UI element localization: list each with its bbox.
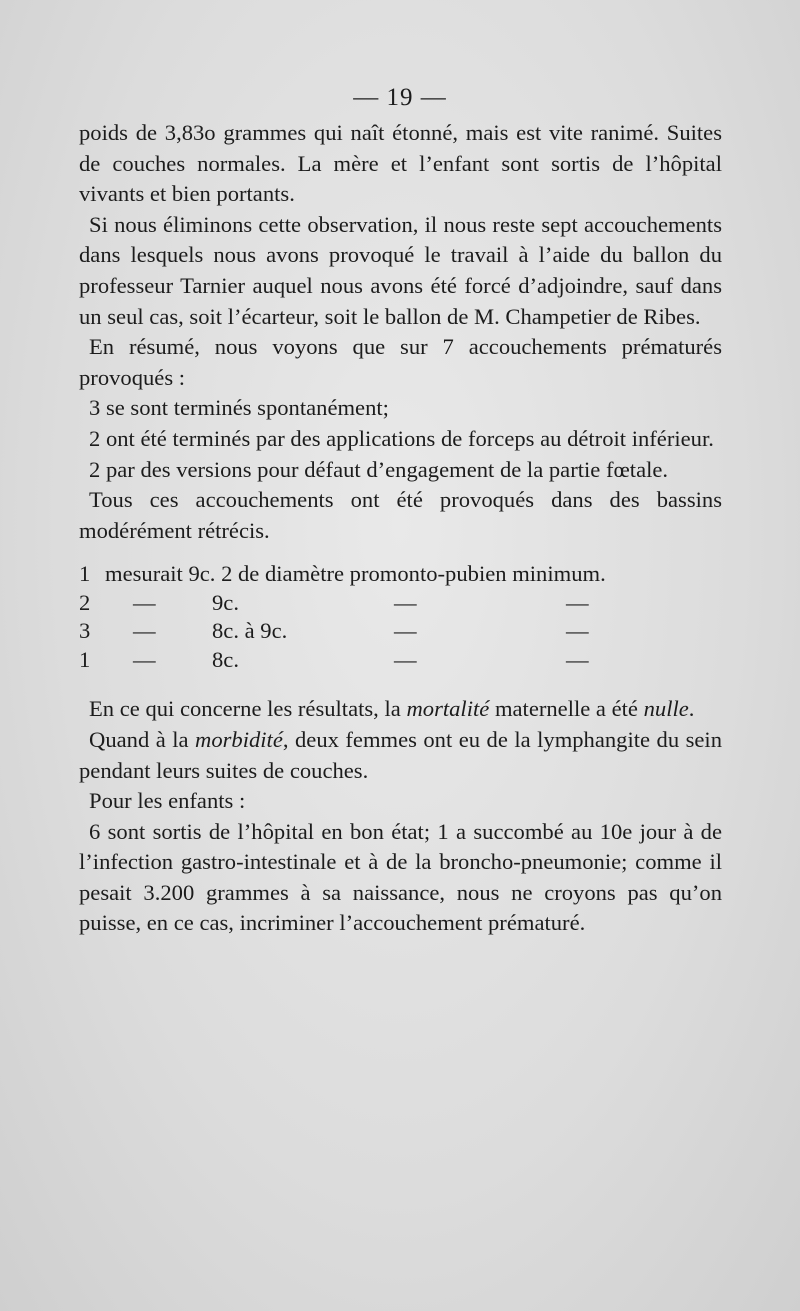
paragraph: 6 sont sortis de l’hôpital en bon état; 1 a succombé au 10e jour à de l’infection gastro-intestinale et à de la broncho-pneumonie; comme il pesait 3.200 grammes à sa naissance, nous ne croyons pas qu’on puisse, en ce cas, incriminer l’accouchement prématuré. [79, 818, 722, 936]
measure-dash: — [133, 618, 156, 644]
paragraph: 2 par des versions pour défaut d’engagement de la partie fœtale. [89, 456, 669, 482]
measure-value: 8c. à 9c. [212, 618, 288, 644]
measure-count: 2 [79, 589, 91, 615]
measure-dash: — [133, 589, 156, 615]
measure-row [79, 560, 722, 589]
measure-dash: — [394, 646, 417, 672]
measure-dash: — [566, 646, 589, 672]
measure-value: mesurait 9c. 2 de diamètre promonto-pubien minimum. [105, 561, 606, 587]
measure-dash: — [394, 589, 417, 615]
measure-count: 1 [79, 646, 91, 672]
paragraph: Pour les enfants : [89, 788, 246, 814]
body-text [79, 118, 722, 939]
measure-value: 8c. [212, 646, 239, 672]
paragraph: En résumé, nous voyons que sur 7 accouchements prématurés provoqués : [79, 334, 722, 390]
measure-row [79, 617, 722, 646]
measure-row [79, 646, 722, 675]
measure-dash: — [566, 589, 589, 615]
pelvis-measure-table [79, 560, 722, 674]
measure-count: 3 [79, 618, 91, 644]
measure-dash: — [394, 618, 417, 644]
measure-dash: — [133, 646, 156, 672]
measure-value: 9c. [212, 589, 239, 615]
paragraph: Quand à la morbidité, deux femmes ont eu de la lymphangite du sein pendant leurs suites de couches. [79, 726, 723, 783]
emphasis: nulle [643, 696, 689, 722]
paragraph: 3 se sont terminés spontanément; [89, 395, 389, 421]
paragraph: Si nous éliminons cette observation, il nous reste sept accouchements dans lesquels nous avons provoqué le travail à l’aide du ballon du professeur Tarnier auquel nous avons été forcé d’adjoindre, sauf dans un seul cas, soit l’écarteur, soit le ballon de M. Champetier de Ribes. [79, 211, 722, 329]
emphasis: mortalité [406, 696, 490, 722]
paragraph: En ce qui concerne les résultats, la mortalité maternelle a été nulle. [89, 696, 695, 722]
measure-dash: — [566, 618, 589, 644]
paragraph: 2 ont été terminés par des applications de forceps au détroit inférieur. [89, 425, 714, 451]
paragraph: poids de 3,83o grammes qui naît étonné, mais est vite ranimé. Suites de couches normales. La mère et l’enfant sont sortis de l’hôpital vivants et bien portants. [79, 120, 722, 207]
emphasis: morbidité [195, 726, 283, 752]
paragraph: Tous ces accouchements ont été provoqués dans des bassins modérément rétrécis. [79, 487, 722, 543]
measure-count: 1 [79, 561, 91, 587]
measure-row [79, 589, 722, 618]
page-number: — 19 — [353, 84, 447, 111]
